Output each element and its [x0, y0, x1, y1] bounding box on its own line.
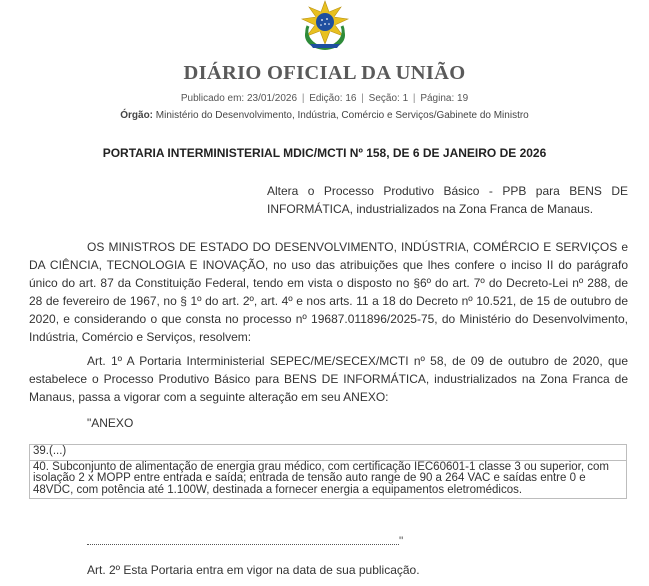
organ-label: Órgão:	[120, 110, 154, 121]
meta-separator: |	[301, 93, 305, 104]
article-2-text: Art. 2º Esta Portaria entra em vigor na data de sua publicação.	[87, 563, 420, 577]
dotted-rule	[87, 534, 399, 545]
preamble-text: OS MINISTROS DE ESTADO DO DESENVOLVIMENTO, INDÚSTRIA, COMÉRCIO E SERVIÇOS e DA CIÊNCIA, TECNOLOGIA E INOVAÇÃO, no uso das atribuições que lhes confere o inciso II do parágrafo único do art. 87 da Constituição Federal, tendo em vista o disposto no §6º do art. 7º do Decreto-Lei nº 288, de 28 de fevereiro de 1967, no § 1º do art. 2º, art. 4º e nos arts. 11 a 18 do Decreto nº 10.521, de 15 de outubro de 2020, e considerando o que consta no processo nº 19687.011896/2025-75, do Ministério do Desenvolvimento, Indústria, Comércio e Serviços, resolvem:	[29, 240, 628, 344]
article-1-text: Art. 1º A Portaria Interministerial SEPEC/ME/SECEX/MCTI nº 58, de 09 de outubro de 2020, que estabelece o Processo Produtivo Básico para BENS DE INFORMÁTICA, industrializados na Zona Franca de Manaus, passa a vigorar com a seguinte alteração em seu ANEXO:	[29, 354, 628, 404]
anexo-table	[29, 444, 627, 499]
anexo-close-quote: "	[399, 534, 404, 548]
page-number: Página: 19	[420, 93, 469, 104]
anexo-open-text: "ANEXO	[87, 416, 134, 430]
preamble-paragraph	[29, 238, 628, 346]
anexo-open-paragraph	[29, 414, 628, 432]
table-row	[30, 445, 627, 461]
section-number: Seção: 1	[368, 93, 409, 104]
gazette-title: DIÁRIO OFICIAL DA UNIÃO	[183, 62, 466, 84]
article-1-paragraph	[29, 352, 628, 406]
published-date: Publicado em: 23/01/2026	[180, 93, 298, 104]
article-2-paragraph	[29, 561, 628, 579]
table-cell: 39.(...)	[30, 445, 627, 461]
publication-meta	[0, 93, 649, 104]
edition-number: Edição: 16	[309, 93, 357, 104]
table-row	[30, 460, 627, 499]
organ-value: Ministério do Desenvolvimento, Indústria, Comércio e Serviços/Gabinete do Ministro	[155, 110, 529, 121]
table-cell: 40. Subconjunto de alimentação de energia grau médico, com certificação IEC60601-1 classe 3 ou superior, com isolação 2 x MOPP entre entrada e saída; entrada de tensão auto range de 90 a 264 VAC e saídas entre 0 e 48VDC, com potência até 1.100W, destinada a fornecer energia a equipamentos eletromédicos.	[30, 460, 627, 499]
meta-separator: |	[361, 93, 364, 104]
meta-separator: |	[412, 93, 416, 104]
dotted-continuation-line	[87, 534, 407, 548]
issuing-organ	[0, 110, 649, 121]
ementa-text: Altera o Processo Produtivo Básico - PPB para BENS DE INFORMÁTICA, industrializados na Zona Franca de Manaus.	[267, 184, 628, 216]
portaria-title: PORTARIA INTERMINISTERIAL MDIC/MCTI Nº 158, DE 6 DE JANEIRO DE 2026	[102, 146, 547, 160]
brazil-coat-of-arms-icon	[296, 0, 354, 52]
